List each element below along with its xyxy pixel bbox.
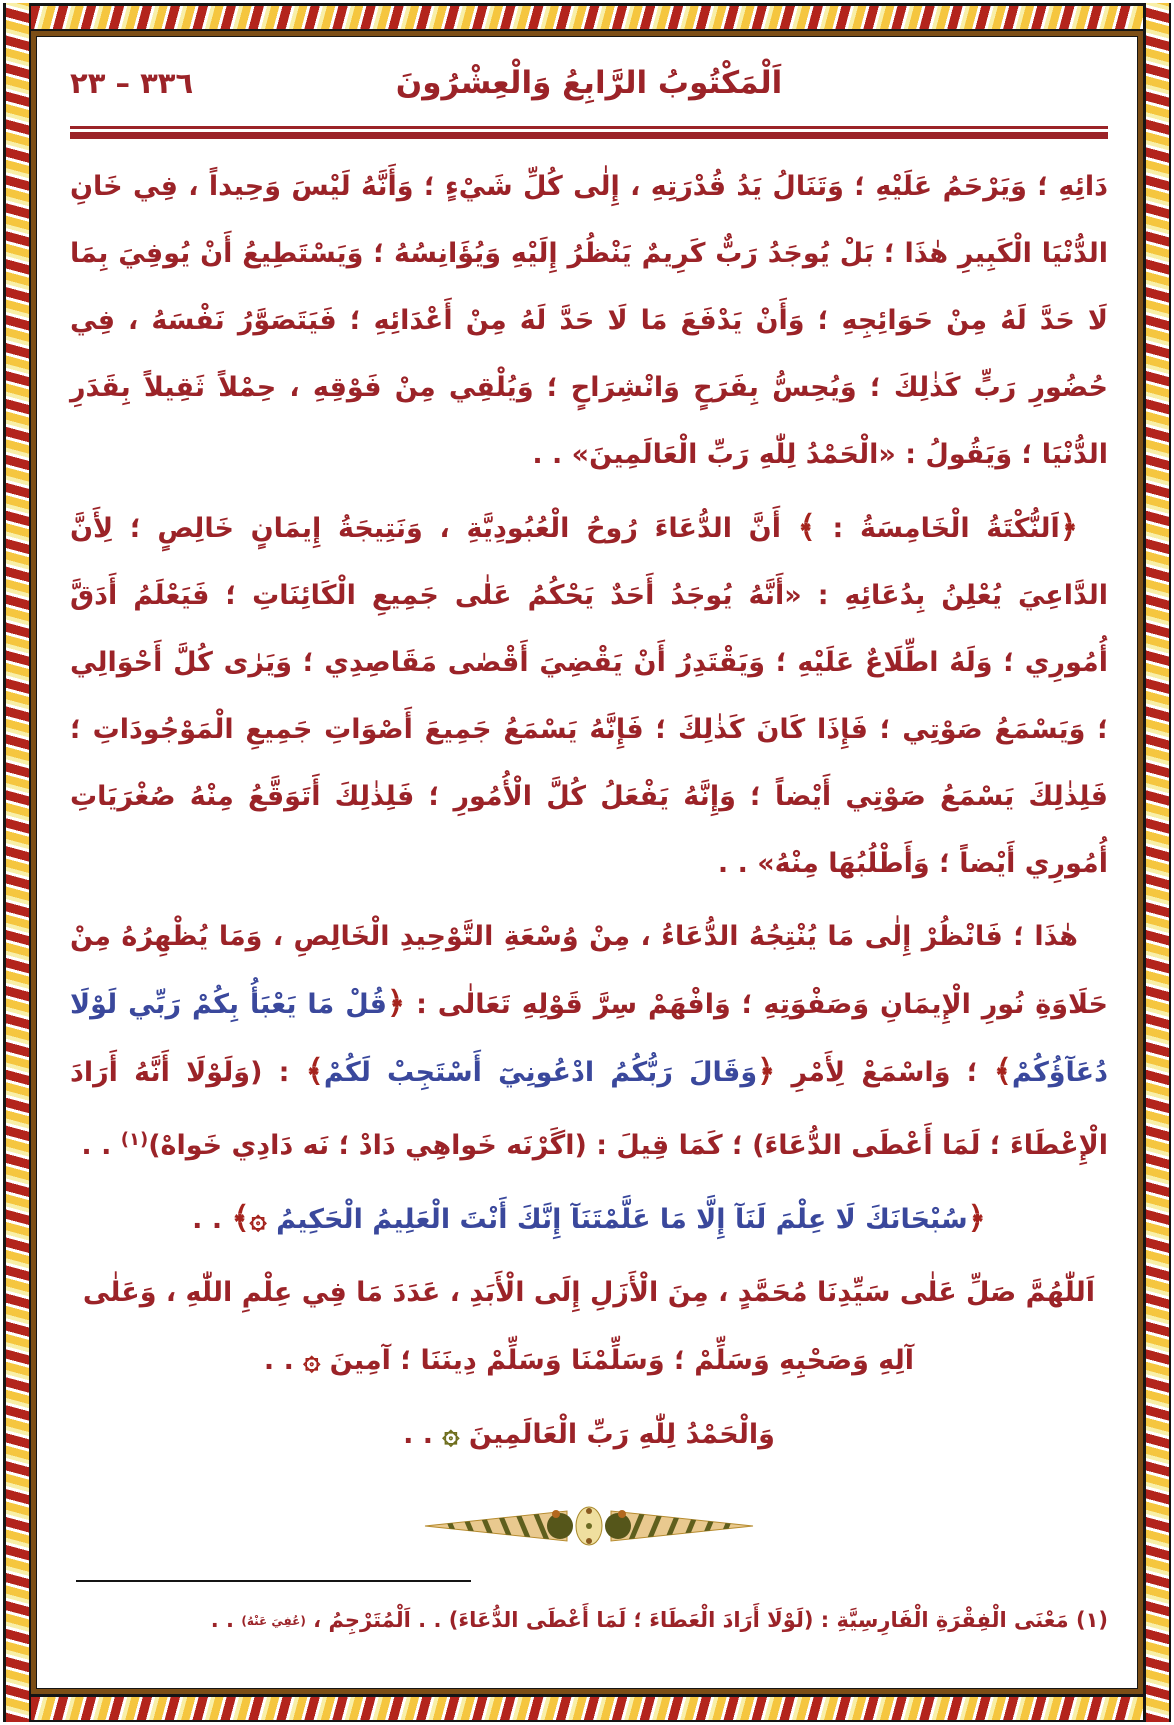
text-run-red: . . (403, 1419, 443, 1450)
text-run-footnote: (١) مَعْنَى الْفِقْرَةِ الْفَارِسِيَّةِ : (لَوْلَا أَرَادَ الْعَطَاءَ ؛ لَمَا أَعْطَى الدُّعَاءَ) . . اَلْمُتَرْجِمُ ، (305, 1608, 1108, 1632)
body-text (70, 153, 1108, 1468)
text-run-red: . . (263, 1345, 304, 1376)
text-run-seal: (عُفِيَ عَنْهُ) (241, 1613, 306, 1628)
paragraph-6-hamdala (70, 1400, 1108, 1468)
text-run-red: دَائِهِ ؛ وَيَرْحَمُ عَلَيْهِ ؛ وَتَنَالُ يَدُ قُدْرَتِهِ ، إِلٰى كُلِّ شَيْءٍ ؛ وَأَنَّهُ لَيْسَ وَحِيداً ، فِي خَانِ الدُّنْيَا الْكَبِيرِ هٰذَا ؛ بَلْ يُوجَدُ رَبٌّ كَرِيمٌ يَنْظُرُ إِلَيْهِ وَيُؤَانِسُهُ ؛ وَيَسْتَطِيعُ أَنْ يُوفِيَ بِمَا لَا حَدَّ لَهُ مِنْ حَوَائِجِهِ ؛ وَأَنْ يَدْفَعَ مَا لَا حَدَّ لَهُ مِنْ أَعْدَائِهِ ؛ فَيَتَصَوَّرُ نَفْسَهُ ، فِي حُضُورِ رَبٍّ كَذٰلِكَ ؛ وَيُحِسُّ بِفَرَحٍ وَانْشِرَاحٍ ؛ وَيُلْقِي مِنْ فَوْقِهِ ، حِمْلاً ثَقِيلاً بِقَدَرِ الدُّنْيَا ؛ وَيَقُولُ : «الْحَمْدُ لِلّٰهِ رَبِّ الْعَالَمِينَ» . . (70, 171, 1108, 470)
border-right-ornament (1143, 3, 1171, 1722)
text-run-bracket: ﴾ (993, 1053, 1012, 1089)
text-run-red: . . (81, 1130, 121, 1161)
text-run-fnref: (١) (120, 1129, 149, 1150)
ornamental-divider-icon (419, 1502, 759, 1550)
paragraph-3 (70, 903, 1108, 1179)
text-run-bracket: ﴿ (386, 985, 406, 1021)
footnote-text (70, 1602, 1108, 1638)
text-run-red: أَنَّ الدُّعَاءَ رُوحُ الْعُبُودِيَّةِ ، وَنَتِيجَةُ إِيمَانٍ خَالِصٍ ؛ لِأَنَّ الدَّاعِيَ يُعْلِنُ بِدُعَائِهِ : «أَنَّهُ يُوجَدُ أَحَدٌ يَحْكُمُ عَلٰى جَمِيعِ الْكَائِنَاتِ ؛ فَيَعْلَمُ أَدَقَّ أُمُورِي ؛ وَلَهُ اطِّلَاعٌ عَلَيْهِ ؛ وَيَقْتَدِرُ أَنْ يَقْضِيَ أَقْصٰى مَقَاصِدِي ؛ وَيَرٰى كُلَّ أَحْوَالِي ؛ وَيَسْمَعُ صَوْتِي ؛ فَإِذَا كَانَ كَذٰلِكَ ؛ فَإِنَّهُ يَسْمَعُ جَمِيعَ أَصْوَاتِ جَمِيعِ الْمَوْجُودَاتِ ؛ فَلِذٰلِكَ يَسْمَعُ صَوْتِي أَيْضاً ؛ وَإِنَّهُ يَفْعَلُ كُلَّ الْأُمُورِ ؛ فَلِذٰلِكَ أَتَوَقَّعُ مِنْهُ صُغْرَيَاتِ أُمُورِي أَيْضاً ؛ وَأَطْلُبُهَا مِنْهُ» . . (70, 513, 1108, 879)
text-run-blue: وَقَالَ رَبُّكُمُ ادْعُونِيٓ أَسْتَجِبْ لَكُمْ (323, 1057, 758, 1088)
page-header (70, 50, 1108, 116)
border-top-ornament (3, 3, 1171, 31)
page-content (70, 50, 1108, 1685)
text-run-footnote: . . (210, 1608, 242, 1632)
page-title: اَلْمَكْتُوبُ الرَّابِعُ وَالْعِشْرُونَ (395, 65, 783, 101)
border-left-ornament (3, 3, 31, 1722)
text-run-rosette-red: ۞ (303, 1342, 321, 1376)
text-run-bracket: ﴿ (967, 1200, 986, 1236)
text-run-red: ؛ وَاسْمَعْ لِأَمْرِ (775, 1057, 994, 1088)
border-bottom-ornament (3, 1694, 1171, 1722)
text-run-bracket: ﴿ (757, 1053, 776, 1089)
text-run-bracket: ﴾ (231, 1200, 250, 1236)
text-run-blue: قُلْ مَا يَعْبَأُ بِكُمْ رَبِّي لَوْلَا دُعَآؤُكُمْ (70, 989, 1108, 1088)
paragraph-4-quran-verse (70, 1185, 1108, 1253)
header-rule-thick (70, 132, 1108, 139)
text-run-bracket: ﴾ (797, 509, 816, 545)
footnote-separator (76, 1580, 471, 1582)
footnote-block (70, 1580, 1108, 1638)
text-run-red: اَللّٰهُمَّ صَلِّ عَلٰى سَيِّدِنَا مُحَمَّدٍ ، مِنَ الْأَزَلِ إِلَى الْأَبَدِ ، عَدَدَ مَا فِي عِلْمِ اللّٰهِ ، وَعَلٰى آلِهِ وَصَحْبِهِ وَسَلِّمْ ؛ وَسَلِّمْنَا وَسَلِّمْ دِينَنَا ؛ آمِينَ (82, 1277, 1096, 1376)
paragraph-2-fifth-point (70, 494, 1108, 897)
paragraph-1 (70, 153, 1108, 488)
text-run-red: . . (192, 1204, 232, 1235)
header-rule (70, 126, 1108, 139)
text-run-rosette-olive: ۞ (442, 1416, 460, 1450)
text-run-red: : (وَلَوْلَا أَنَّهُ أَرَادَ الْإِعْطَاءَ ؛ لَمَا أَعْطَى الدُّعَاءَ) ؛ كَمَا قِيلَ : (اگَرْنَه خَواهِي دَادْ ؛ نَه دَادِي خَواهْ) (70, 1057, 1108, 1161)
text-run-red: هٰذَا ؛ فَانْظُرْ إِلٰى مَا يُنْتِجُهُ الدُّعَاءُ ، مِنْ وُسْعَةِ التَّوْحِيدِ الْخَالِصِ ، وَمَا يُظْهِرُهُ مِنْ حَلَاوَةِ نُورِ الْإِيمَانِ وَصَفْوَتِهِ ؛ وَافْهَمْ سِرَّ قَوْلِهِ تَعَالٰى : (70, 921, 1108, 1020)
text-run-bracket: ﴾ (305, 1053, 324, 1089)
paragraph-5-salawat (70, 1259, 1108, 1394)
text-run-red: وَالْحَمْدُ لِلّٰهِ رَبِّ الْعَالَمِينَ (459, 1419, 775, 1450)
page-number: ٣٣٦ – ٢٣ (70, 66, 194, 100)
text-run-bracket: ﴿ (1059, 509, 1078, 545)
header-rule-thin (70, 126, 1108, 129)
text-run-rosette-red: ۞ (249, 1201, 267, 1235)
ornamental-divider-wrap (70, 1502, 1108, 1554)
text-run-red: اَلنُّكْتَةُ الْخَامِسَةُ : (815, 513, 1060, 544)
text-run-blue: سُبْحَانَكَ لَا عِلْمَ لَنَآ إِلَّا مَا عَلَّمْتَنَآ إِنَّكَ أَنْتَ الْعَلِيمُ الْحَكِيمُ (266, 1204, 968, 1235)
